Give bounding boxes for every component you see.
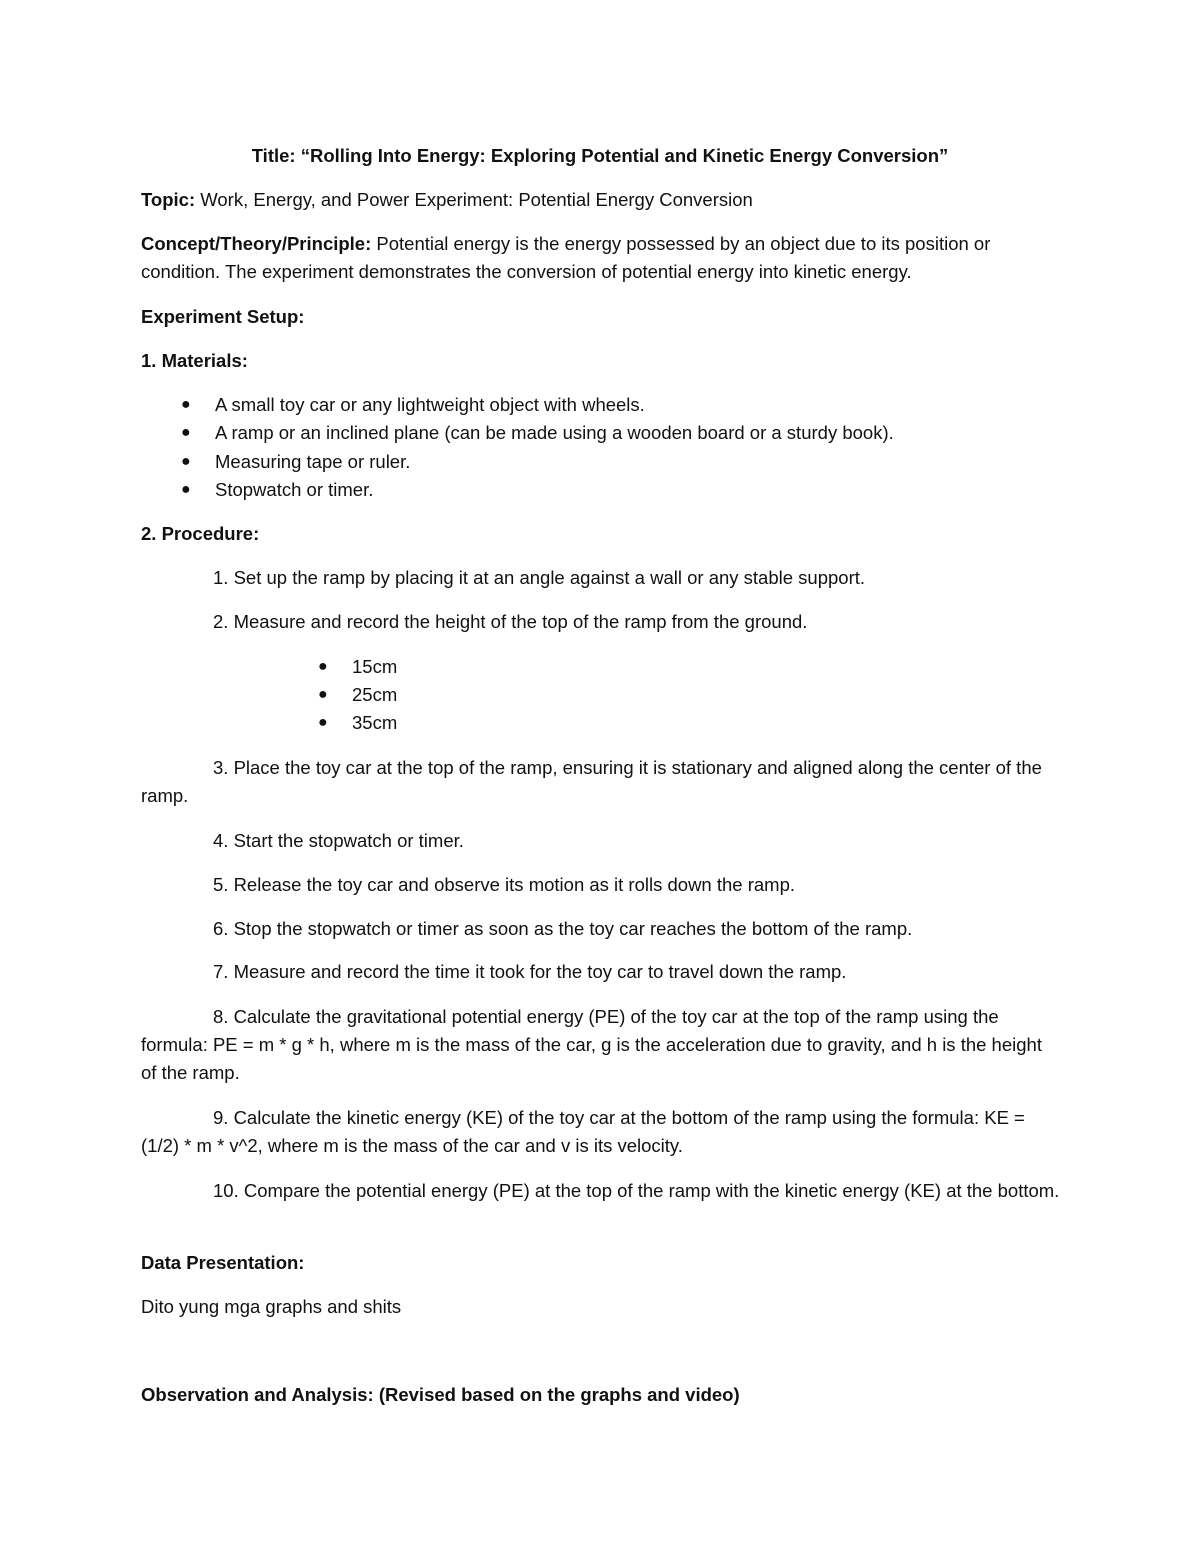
procedure-step: 6. Stop the stopwatch or timer as soon as the toy car reaches the bottom of the ramp. <box>213 918 913 939</box>
topic-label: Topic: <box>141 189 196 210</box>
procedure-step: 7. Measure and record the time it took for the toy car to travel down the ramp. <box>213 961 847 982</box>
procedure-step: 5. Release the toy car and observe its motion as it rolls down the ramp. <box>213 874 796 895</box>
procedure-heading: 2. Procedure: <box>141 523 260 544</box>
procedure-step: 2. Measure and record the height of the top of the ramp from the ground. <box>213 611 808 632</box>
bullet-icon: ● <box>181 424 191 441</box>
document-title: Title: “Rolling Into Energy: Exploring Potential and Kinetic Energy Conversion” <box>251 145 949 166</box>
bullet-icon: ● <box>318 686 328 703</box>
topic-line <box>141 186 1061 214</box>
data-heading: Data Presentation: <box>141 1252 305 1273</box>
materials-heading: 1. Materials: <box>141 350 248 371</box>
concept-paragraph <box>141 230 1061 286</box>
procedure-step: 8. Calculate the gravitational potential energy (PE) of the toy car at the top of the ramp using the formula: PE = m * g * h, where m is the mass of the car, g is the acceleration due to gravity, and h is the height of the ramp. <box>141 1006 1042 1083</box>
bullet-icon: ● <box>318 658 328 675</box>
setup-heading: Experiment Setup: <box>141 306 305 327</box>
bullet-icon: ● <box>181 481 191 498</box>
bullet-icon: ● <box>181 396 191 413</box>
data-text: Dito yung mga graphs and shits <box>141 1296 402 1317</box>
procedure-step: 3. Place the toy car at the top of the ramp, ensuring it is stationary and aligned along the center of the ramp. <box>141 757 1042 806</box>
procedure-step: 10. Compare the potential energy (PE) at the top of the ramp with the kinetic energy (KE) at the bottom. <box>213 1180 1060 1201</box>
bullet-icon: ● <box>181 453 191 470</box>
bullet-icon: ● <box>318 714 328 731</box>
concept-text: Potential energy is the energy possessed by an object due to its position or condition. The experiment demonstrates the conversion of potential energy into kinetic energy. <box>141 233 991 282</box>
observation-heading: Observation and Analysis: (Revised based on the graphs and video) <box>141 1384 740 1405</box>
document-page: Title: “Rolling Into Energy: Exploring Potential and Kinetic Energy Conversion” Topic: Work, Energy, and Power Experiment: Potential Energy Conversion Concept/Theory/Principle: Potential energy is the energy possessed by an object due to its position or condition. The experiment demonstrates the conversion of potential energy into kinetic energy. Experiment Setup: 1. Materials: ● A small toy car or any lightweight object with wheels. ● A ramp or an inclined plane (can be made using a wooden board or a sturdy book). ● Measuring tape or ruler. ● Stopwatch or timer. 2. Procedure: 1. Set up the ramp by placing it at an angle against a wall or any stable support. 2. Measure and record the height of the top of the ramp from the ground. ● 15cm ● 25cm ● 35cm 3. Place the toy car at the top of the ramp, ensuring it is stationary and aligned along the center of the ramp. 4. Start the stopwatch or timer. 5. Release the toy car and observe its motion as it rolls down the ramp. 6. Stop the stopwatch or timer as soon as the toy car reaches the bottom of the ramp. 7. Measure and record the time it took for the toy car to travel down the ramp. 8. Calculate the gravitational potential energy (PE) of the toy car at the top of the ramp using the formula: PE = m * g * h, where m is the mass of the car, g is the acceleration due to gravity, and h is the height of the ramp. 9. Calculate the kinetic energy (KE) of the toy car at the bottom of the ramp using the formula: KE = (1/2) * m * v^2, where m is the mass of the car and v is its velocity. 10. Compare the potential energy (PE) at the top of the ramp with the kinetic energy (KE) at the bottom. Data Presentation: Dito yung mga graphs and shits Observation and Analysis: (Revised based on the graphs and video) <box>0 0 1200 1553</box>
procedure-step: 4. Start the stopwatch or timer. <box>213 830 464 851</box>
procedure-step: 9. Calculate the kinetic energy (KE) of the toy car at the bottom of the ramp using the formula: KE = (1/2) * m * v^2, where m is the mass of the car and v is its velocity. <box>141 1107 1025 1156</box>
concept-label: Concept/Theory/Principle: <box>141 233 372 254</box>
topic-text: Work, Energy, and Power Experiment: Potential Energy Conversion <box>195 189 753 210</box>
procedure-step: 1. Set up the ramp by placing it at an angle against a wall or any stable support. <box>213 567 866 588</box>
